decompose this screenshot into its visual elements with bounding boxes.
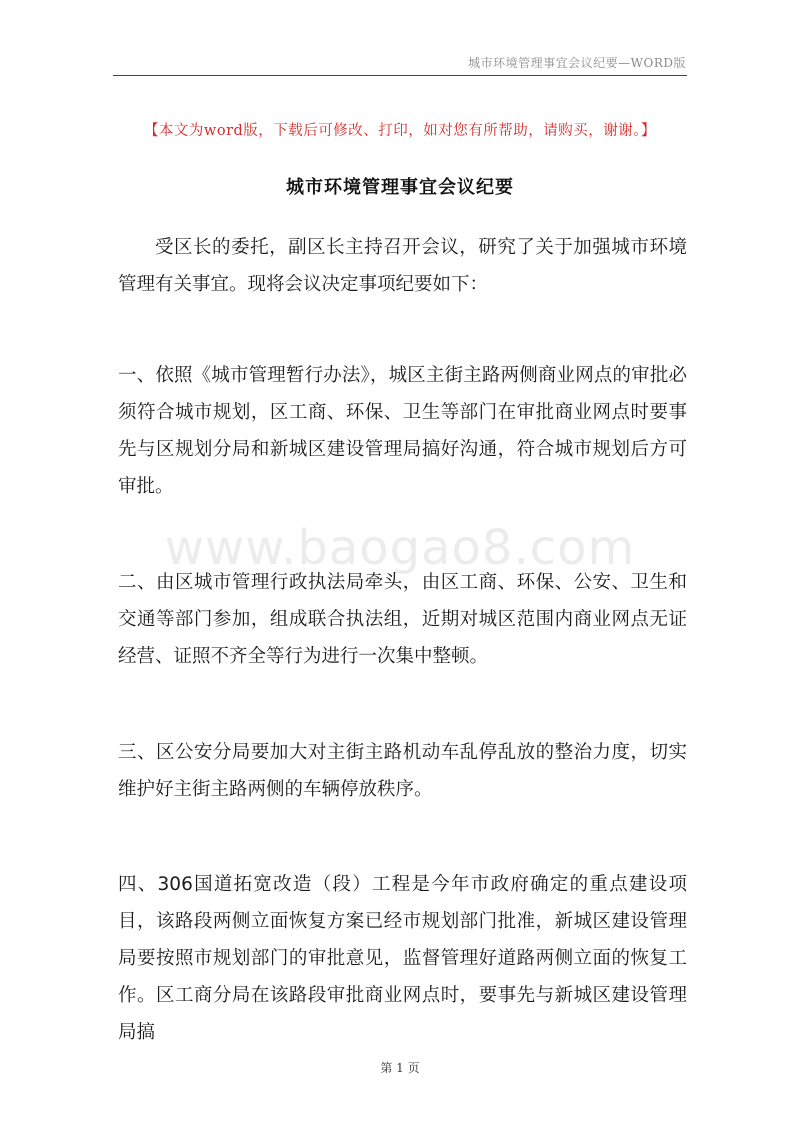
- item-3-paragraph: 三、区公安分局要加大对主街主路机动车乱停乱放的整治力度，切实维护好主街主路两侧的车辆停放秩序。: [118, 742, 687, 800]
- watermark: www.baogao8.com: [164, 520, 636, 576]
- header-divider: [113, 75, 687, 76]
- running-header: 城市环境管理事宜会议纪要—WORD版: [468, 56, 686, 70]
- item-2-paragraph: 二、由区城市管理行政执法局牵头，由区工商、环保、公安、卫生和交通等部门参加，组成联合执法组，近期对城区范围内商业网点无证经营、证照不齐全等行为进行一次集中整顿。: [118, 572, 687, 667]
- document-title: 城市环境管理事宜会议纪要: [286, 177, 514, 198]
- item-4-paragraph: 四、306国道拓宽改造（段）工程是今年市政府确定的重点建设项目，该路段两侧立面恢复方案已经市规划部门批准，新城区建设管理局要按照市规划部门的审批意见，监督管理好道路两侧立面的恢复工作。区工商分局在该路段审批商业网点时，要事先与新城区建设管理局搞: [118, 874, 687, 1043]
- page-number: 第 1 页: [380, 1061, 420, 1075]
- download-notice: 【本文为word版，下载后可修改、打印，如对您有所帮助，请购买，谢谢。】: [143, 123, 657, 139]
- item-1-paragraph: 一、依照《城市管理暂行办法》，城区主街主路两侧商业网点的审批必须符合城市规划，区工商、环保、卫生等部门在审批商业网点时要事先与区规划分局和新城区建设管理局搞好沟通，符合城市规划后方可审批。: [118, 365, 687, 497]
- intro-paragraph: 受区长的委托，副区长主持召开会议，研究了关于加强城市环境管理有关事宜。现将会议决定事项纪要如下：: [118, 237, 687, 295]
